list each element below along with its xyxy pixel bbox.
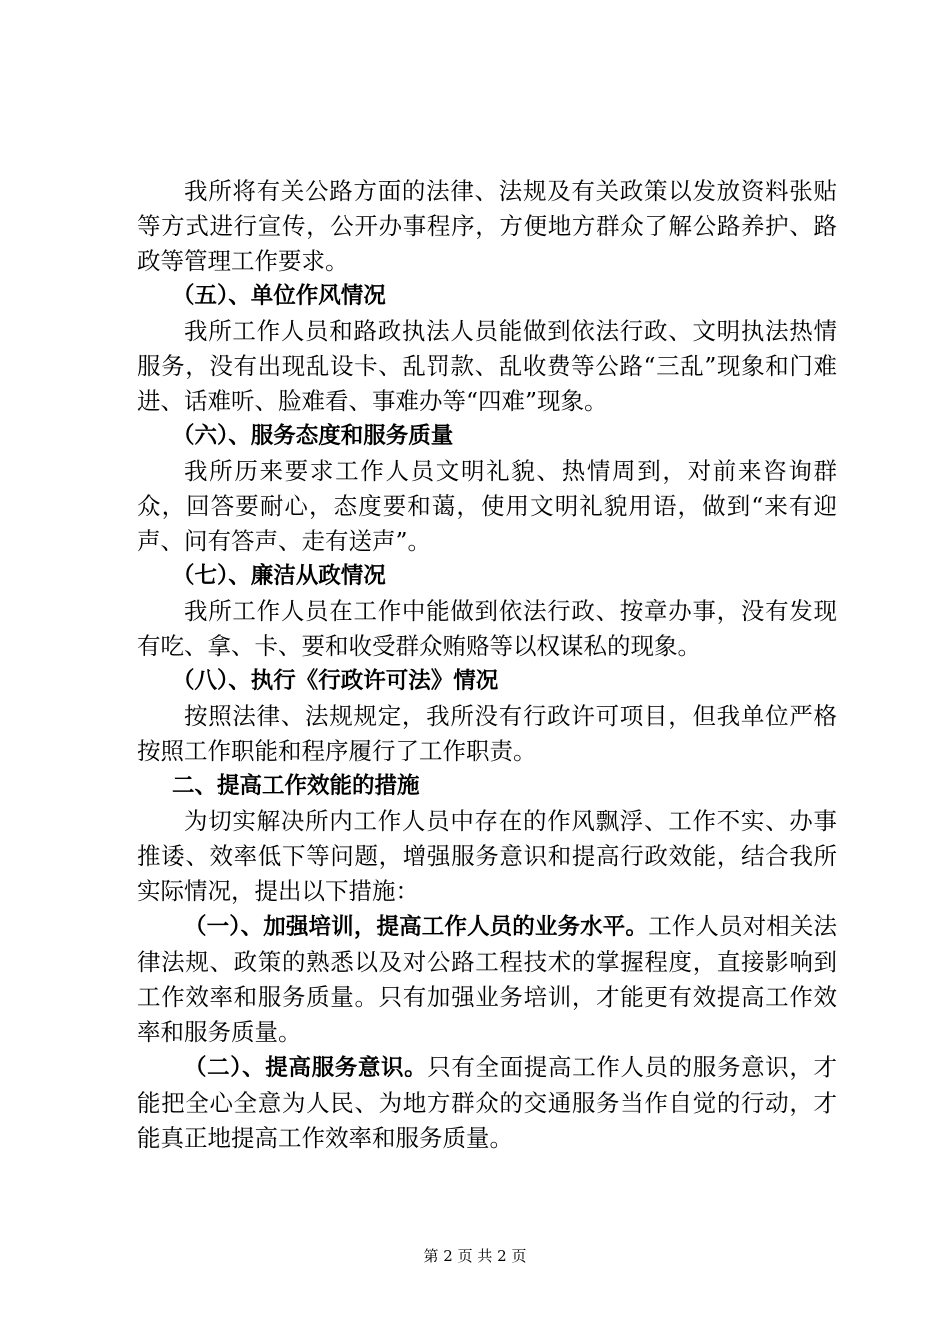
body-paragraph: 我所将有关公路方面的法律、法规及有关政策以发放资料张贴等方式进行宣传，公开办事程序，方便地方群众了解公路养护、路政等管理工作要求。 bbox=[137, 177, 837, 275]
section-heading: （七）、廉洁从政情况 bbox=[172, 563, 386, 589]
chapter-heading: 二、提高工作效能的措施 bbox=[172, 773, 420, 799]
measure-lead: （二）、提高服务意识。 bbox=[184, 1055, 428, 1081]
measure-text: 工作人员对相关法律法规、政策的熟悉以及对公路工程技术的掌握程度，直接影响到工作效率和服务质量。只有加强业务培训，才能更有效提高工作效率和服务质量。 bbox=[137, 912, 837, 1046]
body-paragraph: 按照法律、法规规定，我所没有行政许可项目，但我单位严格按照工作职能和程序履行了工作职责。 bbox=[137, 702, 837, 765]
section-heading: （五）、单位作风情况 bbox=[172, 283, 386, 309]
section-heading: （六）、服务态度和服务质量 bbox=[172, 423, 454, 449]
document-body bbox=[137, 174, 837, 1156]
measure-lead: （一）、加强培训，提高工作人员的业务水平。 bbox=[184, 914, 649, 940]
body-paragraph: 我所工作人员在工作中能做到依法行政、按章办事，没有发现有吃、拿、卡、要和收受群众贿赂等以权谋私的现象。 bbox=[137, 597, 837, 660]
measure-paragraph bbox=[137, 909, 837, 1050]
measure-text: 只有全面提高工作人员的服务意识，才能把全心全意为人民、为地方群众的交通服务当作自觉的行动，才能真正地提高工作效率和服务质量。 bbox=[137, 1053, 837, 1152]
body-paragraph: 我所历来要求工作人员文明礼貌、热情周到，对前来咨询群众，回答要耐心，态度要和蔼，使用文明礼貌用语，做到“来有迎声、问有答声、走有送声”。 bbox=[137, 457, 837, 555]
body-paragraph: 为切实解决所内工作人员中存在的作风飘浮、工作不实、办事推诿、效率低下等问题，增强服务意识和提高行政效能，结合我所实际情况，提出以下措施： bbox=[137, 807, 837, 905]
section-heading: （八）、执行《行政许可法》情况 bbox=[172, 668, 499, 694]
measure-paragraph bbox=[137, 1050, 837, 1156]
page-number-footer: 第 2 页 共 2 页 bbox=[423, 1247, 527, 1265]
body-paragraph: 我所工作人员和路政执法人员能做到依法行政、文明执法热情服务，没有出现乱设卡、乱罚款、乱收费等公路“三乱”现象和门难进、话难听、脸难看、事难办等“四难”现象。 bbox=[137, 317, 837, 415]
